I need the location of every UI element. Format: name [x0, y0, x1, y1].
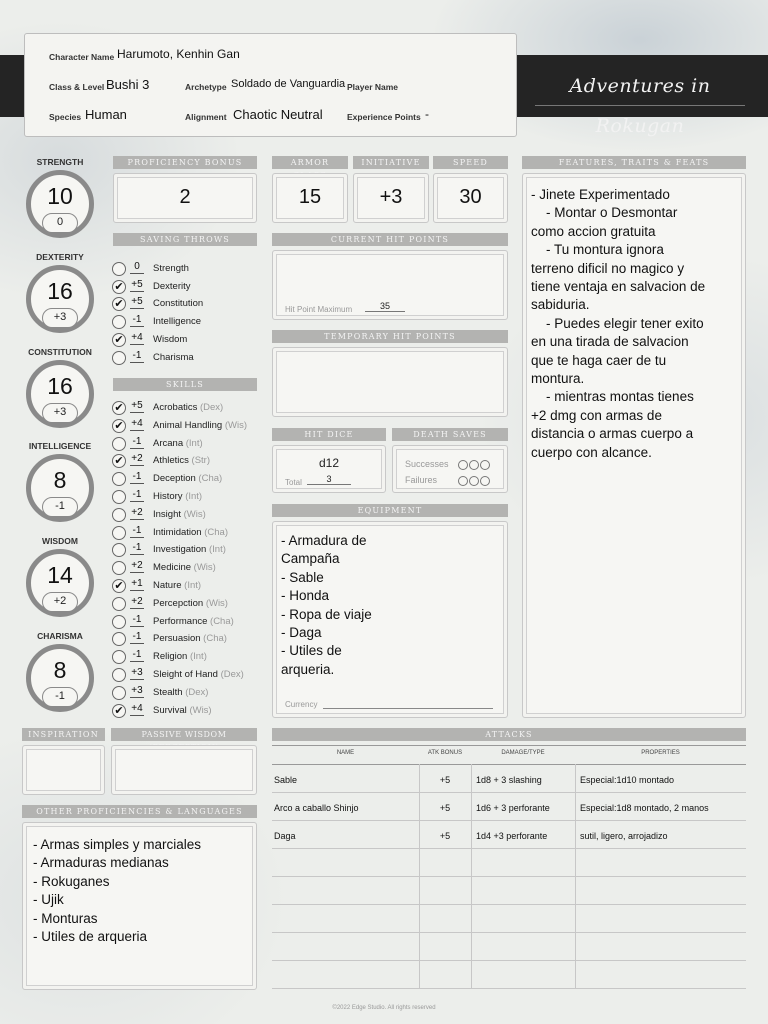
skill-modifier[interactable]: -1 — [130, 542, 144, 555]
equipment-box[interactable] — [272, 521, 508, 718]
skill-ability: (Cha) — [198, 473, 223, 485]
skill-ability: (Int) — [208, 544, 226, 556]
skill-modifier[interactable]: +4 — [131, 417, 143, 429]
alignment-field[interactable]: Chaotic Neutral — [233, 107, 323, 122]
skill-modifier[interactable]: -1 — [130, 631, 144, 644]
character-name-field[interactable]: Harumoto, Kenhin Gan — [117, 47, 240, 61]
proficiency-checkbox[interactable]: ✔ — [112, 401, 126, 415]
skill-name — [153, 509, 206, 520]
ability-modifier[interactable]: +3 — [42, 403, 78, 423]
proficiency-checkbox[interactable] — [112, 262, 126, 276]
skill-label: Intimidation — [153, 526, 202, 538]
proficiency-checkbox[interactable] — [112, 437, 126, 451]
proficiency-checkbox[interactable]: ✔ — [112, 333, 126, 347]
armor-class-value[interactable]: 15 — [298, 186, 322, 208]
saving-throw-label: Intelligence — [153, 316, 202, 328]
skill-name — [153, 473, 222, 484]
proficiency-checkbox[interactable] — [112, 526, 126, 540]
initiative-value[interactable]: +3 — [379, 186, 403, 208]
skill-name — [153, 402, 223, 413]
ability-ring — [26, 170, 94, 238]
attack-row[interactable] — [272, 877, 746, 905]
passive-wisdom-box[interactable] — [111, 745, 257, 795]
ability-score[interactable]: 10 — [47, 183, 73, 209]
saving-throw-modifier[interactable]: +4 — [131, 331, 143, 343]
skill-row — [112, 418, 272, 435]
temp-hp-box[interactable] — [272, 347, 508, 417]
initiative-box — [353, 173, 429, 223]
skill-modifier[interactable]: -1 — [130, 649, 144, 662]
skill-name — [153, 580, 201, 591]
class-level-label: Class & Level — [49, 82, 105, 92]
skill-row — [112, 596, 272, 613]
skill-name — [153, 562, 216, 573]
proficiency-value[interactable]: 2 — [179, 186, 191, 208]
skill-row — [112, 703, 272, 720]
saving-throws-header: SAVING THROWS — [113, 233, 257, 246]
saving-throw-modifier[interactable]: +5 — [131, 278, 143, 290]
proficiency-checkbox[interactable] — [112, 315, 126, 329]
skill-modifier[interactable]: +3 — [131, 684, 143, 696]
skill-modifier[interactable]: -1 — [130, 614, 144, 627]
skill-ability: (Str) — [191, 455, 211, 467]
attack-properties[interactable]: Especial:1d10 montado — [580, 775, 675, 785]
proficiency-box — [113, 173, 257, 223]
ability-ring — [26, 454, 94, 522]
skill-ability: (Int) — [189, 651, 207, 663]
attack-damage[interactable]: 1d6 + 3 perforante — [476, 803, 550, 813]
player-name-label: Player Name — [347, 82, 399, 92]
saving-throw-name — [153, 316, 201, 327]
hit-dice-header: HIT DICE — [272, 428, 386, 441]
skill-label: Performance — [153, 615, 208, 627]
speed-box — [433, 173, 508, 223]
species-field[interactable]: Human — [85, 107, 127, 122]
other-proficiencies-text[interactable]: - Armas simples y marciales - Armaduras medianas - Rokuganes - Ujik - Monturas - Utiles de arqueria — [33, 837, 202, 945]
proficiency-checkbox[interactable]: ✔ — [112, 297, 126, 311]
skill-name — [153, 651, 207, 662]
proficiency-checkbox[interactable]: ✔ — [112, 454, 126, 468]
skill-row — [112, 614, 272, 631]
proficiency-checkbox[interactable]: ✔ — [112, 419, 126, 433]
skill-modifier[interactable]: +3 — [131, 667, 143, 678]
skill-row — [112, 400, 272, 417]
skill-label: Deception — [153, 473, 196, 485]
ability-label: INTELLIGENCE — [28, 441, 92, 451]
alignment-label: Alignment — [185, 112, 227, 122]
proficiency-checkbox[interactable] — [112, 632, 126, 646]
hit-dice-total-value[interactable]: 3 — [307, 474, 351, 485]
ability-modifier[interactable]: -1 — [42, 497, 78, 517]
attack-properties[interactable]: sutil, ligero, arrojadizo — [580, 831, 668, 841]
attack-row[interactable] — [272, 933, 746, 961]
skill-modifier[interactable]: -1 — [130, 489, 144, 502]
skill-label: Investigation — [153, 544, 207, 556]
skill-modifier[interactable]: +2 — [131, 506, 143, 518]
speed-header: SPEED — [433, 156, 508, 169]
skill-label: Survival — [153, 704, 187, 716]
ability-ring — [26, 549, 94, 617]
saving-throw-label: Constitution — [153, 298, 204, 310]
currency-label: Currency — [285, 700, 318, 709]
skill-ability: (Cha) — [203, 633, 227, 645]
skill-ability: (Wis) — [205, 597, 228, 609]
features-header: FEATURES, TRAITS & FEATS — [522, 156, 746, 169]
ability-label: WISDOM — [42, 536, 78, 546]
features-text[interactable]: - Jinete Experimentado - Montar o Desmontar como accion gratuita - Tu montura ignora terreno dificil no magico y tiene ventaja en salvacion de sabiduria. - Puedes elegir tener exito en una tirada de salvacion que te haga caer de tu montura. - mientras montas tienes +2 dmg con armas de distancia o armas cuerpo a cuerpo con alcance. — [531, 187, 706, 460]
attack-row[interactable] — [272, 961, 746, 989]
skill-row — [112, 453, 272, 470]
proficiency-header: PROFICIENCY BONUS — [113, 156, 257, 169]
skill-row — [112, 471, 272, 488]
proficiency-checkbox[interactable] — [112, 472, 126, 486]
skill-name — [153, 616, 234, 627]
saving-throw-row — [112, 314, 272, 331]
skill-ability: (Wis) — [193, 562, 216, 574]
equipment-header: EQUIPMENT — [272, 504, 508, 517]
skill-ability: (Wis) — [189, 704, 212, 716]
skill-modifier[interactable]: +2 — [131, 595, 143, 607]
ability-modifier[interactable]: -1 — [42, 687, 78, 707]
saving-throw-label: Dexterity — [153, 280, 191, 292]
skill-label: Animal Handling — [153, 419, 223, 431]
hit-dice-value[interactable]: d12 — [318, 456, 340, 470]
skill-name — [153, 420, 247, 431]
proficiency-checkbox[interactable] — [112, 597, 126, 611]
skill-modifier[interactable]: -1 — [130, 436, 144, 449]
attacks-col-name: NAME — [336, 750, 355, 756]
logo — [535, 66, 745, 137]
attack-row[interactable] — [272, 905, 746, 933]
class-level-field[interactable]: Bushi 3 — [106, 77, 150, 92]
skill-label: Sleight of Hand — [153, 669, 218, 680]
saving-throw-modifier[interactable]: 0 — [130, 261, 144, 274]
current-hp-box[interactable] — [272, 250, 508, 320]
attack-bonus[interactable]: +5 — [439, 831, 451, 841]
proficiency-checkbox[interactable] — [112, 561, 126, 575]
ability-label: DEXTERITY — [36, 252, 84, 262]
currency-line[interactable] — [323, 708, 493, 709]
skill-row — [112, 489, 272, 506]
skill-name — [153, 544, 226, 555]
skill-label: Athletics — [153, 455, 189, 467]
hit-dice-box — [272, 445, 386, 493]
skill-row — [112, 631, 272, 648]
proficiency-checkbox[interactable]: ✔ — [112, 280, 126, 294]
skill-name — [153, 687, 208, 698]
saving-throw-name — [153, 298, 203, 309]
attack-row[interactable] — [272, 793, 746, 821]
logo-text: Adventures in Rokugan — [569, 75, 711, 137]
features-box[interactable] — [522, 173, 746, 718]
skill-name — [153, 633, 227, 644]
skill-name — [153, 598, 228, 609]
skill-label: Stealth — [153, 686, 183, 698]
proficiency-checkbox[interactable] — [112, 543, 126, 557]
passive-wisdom-header: PASSIVE WISDOM — [111, 728, 257, 741]
proficiency-checkbox[interactable] — [112, 490, 126, 504]
skill-modifier[interactable]: -1 — [130, 471, 144, 484]
proficiency-checkbox[interactable]: ✔ — [112, 704, 126, 718]
attack-damage[interactable]: 1d8 + 3 slashing — [476, 775, 542, 785]
species-label: Species — [49, 112, 82, 122]
attacks-col-properties: PROPERTIES — [641, 750, 680, 756]
attack-row[interactable] — [272, 821, 746, 849]
skill-row — [112, 525, 272, 542]
attack-name[interactable]: Arco a caballo Shinjo — [274, 803, 359, 813]
saving-throw-modifier[interactable]: +5 — [131, 296, 143, 308]
failure-pips[interactable] — [457, 472, 490, 490]
skill-ability: (Dex) — [200, 402, 224, 413]
other-proficiencies-box[interactable] — [22, 822, 257, 990]
skill-row — [112, 685, 272, 702]
ability-score[interactable]: 14 — [47, 562, 73, 588]
equipment-text[interactable]: - Armadura de Campaña - Sable - Honda - Ropa de viaje - Daga - Utiles de arqueria. — [281, 533, 372, 677]
skill-row — [112, 649, 272, 666]
armor-class-header: ARMOR — [272, 156, 348, 169]
skill-name — [153, 669, 244, 680]
skill-ability: (Wis) — [183, 508, 206, 520]
attack-properties[interactable]: Especial:1d8 montado, 2 manos — [580, 803, 709, 813]
skill-row — [112, 507, 272, 524]
saving-throw-row — [112, 350, 272, 367]
skill-row — [112, 436, 272, 453]
death-saves-box — [392, 445, 508, 493]
skill-modifier[interactable]: +2 — [131, 453, 143, 465]
xp-field[interactable]: - — [425, 107, 429, 121]
character-header — [24, 33, 517, 137]
saving-throw-modifier[interactable]: -1 — [130, 350, 144, 363]
successes-label: Successes — [405, 459, 449, 469]
attack-bonus[interactable]: +5 — [439, 775, 451, 785]
speed-value[interactable]: 30 — [459, 186, 482, 208]
saving-throw-row — [112, 296, 272, 313]
saving-throw-name — [153, 263, 189, 274]
skill-row — [112, 542, 272, 559]
failures-label: Failures — [405, 475, 438, 485]
hp-max-value[interactable]: 35 — [365, 301, 405, 312]
skill-name — [153, 527, 228, 538]
attacks-col-damage: DAMAGE/TYPE — [501, 750, 545, 756]
attacks-col-bonus: ATK BONUS — [427, 750, 463, 756]
skill-row — [112, 560, 272, 577]
skill-ability: (Int) — [185, 437, 203, 449]
saving-throw-label: Charisma — [153, 351, 194, 363]
skill-name — [153, 705, 212, 716]
skill-ability: (Cha) — [204, 526, 228, 538]
ability-ring — [26, 360, 94, 428]
armor-class-box — [272, 173, 348, 223]
skill-modifier[interactable]: +2 — [131, 560, 143, 572]
skill-label: Persuasion — [153, 633, 201, 645]
attack-row[interactable] — [272, 849, 746, 877]
skill-ability: (Dex) — [185, 686, 209, 698]
attack-row[interactable] — [272, 765, 746, 793]
proficiency-checkbox[interactable] — [112, 686, 126, 700]
ability-score[interactable]: 16 — [47, 278, 73, 304]
ability-label: CHARISMA — [37, 631, 83, 641]
attack-name[interactable]: Sable — [274, 775, 298, 785]
skills-header: SKILLS — [113, 378, 257, 391]
ability-score[interactable]: 16 — [47, 373, 73, 399]
ability-ring — [26, 644, 94, 712]
current-hp-header: CURRENT HIT POINTS — [272, 233, 508, 246]
ability-modifier[interactable]: 0 — [42, 213, 78, 233]
proficiency-checkbox[interactable] — [112, 615, 126, 629]
saving-throw-label: Wisdom — [153, 333, 188, 345]
skill-label: Religion — [153, 651, 188, 663]
saving-throw-row — [112, 261, 272, 278]
skill-modifier[interactable]: +1 — [131, 578, 143, 589]
skill-modifier[interactable]: -1 — [130, 525, 144, 538]
attack-bonus[interactable]: +5 — [439, 803, 451, 813]
skill-label: History — [153, 491, 183, 502]
saving-throw-row — [112, 332, 272, 349]
skill-name — [153, 438, 203, 449]
proficiency-checkbox[interactable]: ✔ — [112, 579, 126, 593]
ability-label: STRENGTH — [36, 157, 84, 167]
saving-throw-modifier[interactable]: -1 — [130, 314, 144, 327]
temp-hp-header: TEMPORARY HIT POINTS — [272, 330, 508, 343]
inspiration-header: INSPIRATION — [22, 728, 105, 741]
ability-score[interactable]: 8 — [53, 467, 67, 493]
skill-label: Medicine — [153, 562, 192, 574]
skill-ability: (Wis) — [224, 419, 247, 431]
skill-label: Insight — [153, 508, 181, 520]
ability-modifier[interactable]: +2 — [42, 592, 78, 612]
skill-name — [153, 455, 210, 466]
skill-row — [112, 667, 272, 684]
ability-modifier[interactable]: +3 — [42, 308, 78, 328]
other-proficiencies-header: OTHER PROFICIENCIES & LANGUAGES — [22, 805, 257, 818]
attack-damage[interactable]: 1d4 +3 perforante — [476, 831, 548, 841]
archetype-field[interactable]: Soldado de Vanguardia — [231, 78, 346, 90]
skill-label: Arcana — [153, 437, 184, 449]
skill-modifier[interactable]: +5 — [131, 400, 143, 411]
footer-copyright: ©2022 Edge Studio. All rights reserved — [332, 1005, 436, 1011]
skill-name — [153, 491, 202, 502]
saving-throw-name — [153, 352, 194, 363]
skill-label: Percepction — [153, 597, 204, 609]
initiative-header: INITIATIVE — [353, 156, 429, 169]
proficiency-checkbox[interactable] — [112, 650, 126, 664]
skill-label: Acrobatics — [153, 402, 198, 413]
saving-throw-name — [153, 334, 187, 345]
skill-ability: (Dex) — [220, 669, 244, 680]
skill-ability: (Int) — [184, 580, 202, 591]
xp-label: Experience Points — [347, 112, 421, 122]
saving-throw-row — [112, 279, 272, 296]
skill-ability: (Int) — [185, 491, 203, 502]
skill-ability: (Cha) — [210, 615, 234, 627]
skill-row — [112, 578, 272, 595]
saving-throw-name — [153, 281, 190, 292]
hit-dice-total-label: Total — [285, 478, 302, 487]
proficiency-checkbox[interactable] — [112, 508, 126, 522]
attacks-header: ATTACKS — [272, 728, 746, 741]
ability-ring — [26, 265, 94, 333]
ability-score[interactable]: 8 — [53, 657, 67, 683]
character-name-label: Character Name — [49, 52, 115, 62]
proficiency-checkbox[interactable] — [112, 351, 126, 365]
death-saves-header: DEATH SAVES — [392, 428, 508, 441]
saving-throw-label: Strength — [153, 263, 189, 274]
attack-name[interactable]: Daga — [274, 831, 296, 841]
proficiency-checkbox[interactable] — [112, 668, 126, 682]
ability-label: CONSTITUTION — [28, 347, 92, 357]
inspiration-box[interactable] — [22, 745, 105, 795]
skill-label: Nature — [153, 580, 182, 591]
skill-modifier[interactable]: +4 — [131, 702, 143, 714]
archetype-label: Archetype — [185, 82, 227, 92]
hp-max-label: Hit Point Maximum — [285, 305, 353, 314]
